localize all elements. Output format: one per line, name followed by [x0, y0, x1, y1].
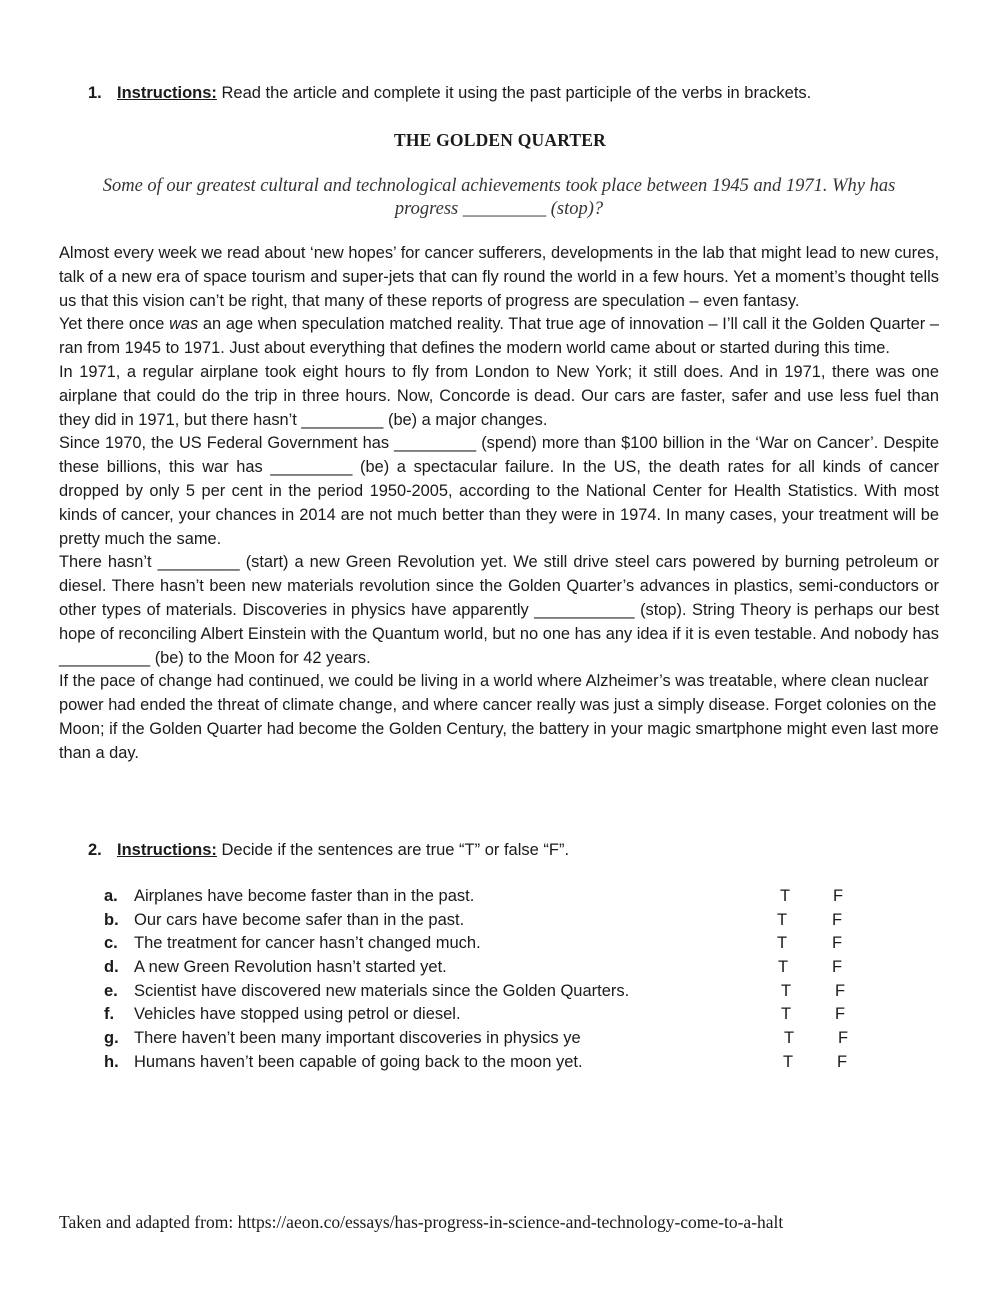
true-option[interactable]: T [783, 1052, 794, 1071]
paragraph-2-emphasis: was [169, 315, 199, 334]
statement-text: Humans haven’t been capable of going back to the moon yet. [134, 1052, 583, 1071]
article-paragraph-4: Since 1970, the US Federal Government has _________ (spend) more than $100 billion in the ‘War on Cancer’. Despite these billions, this war has _________ (be) a spectacular failure. In the US, the death rates for all kinds of cancer dropped by only 5 per cent in the period 1950-2005, according to the National Center for Health Statistics. With most kinds of cancer, your chances in 2014 are not much better than they were in 1974. In many cases, your treatment will be pretty much the same. [59, 434, 939, 548]
section-1-label: Instructions: [117, 84, 217, 102]
statement-text: Scientist have discovered new materials since the Golden Quarters. [134, 981, 630, 1000]
true-option[interactable]: T [780, 887, 791, 905]
true-option[interactable]: T [777, 910, 788, 929]
article-paragraph-5: There hasn’t _________ (start) a new Green Revolution yet. We still drive steel cars powered by burning petroleum or diesel. There hasn’t been new materials revolution since the Golden Quarter’s advances in plastics, semi-conductors or other types of materials. Discoveries in physics have apparently ___________ (stop). String Theory is perhaps our best hope of reconciling Albert Einstein with the Quantum world, but no one has any idea if it is even testable. And nobody has __________ (be) to the Moon for 42 years. [59, 553, 939, 667]
statement-row [104, 956, 864, 980]
article-title: THE GOLDEN QUARTER [393, 130, 607, 150]
source-citation: Taken and adapted from: https://aeon.co/essays/has-progress-in-science-and-technology-come-to-a-halt [59, 1212, 784, 1232]
false-option[interactable]: F [833, 887, 844, 905]
statement-row [104, 932, 864, 956]
true-false-list [104, 885, 864, 1075]
statement-row [104, 909, 864, 933]
false-option[interactable]: F [832, 934, 843, 953]
false-option[interactable]: F [832, 910, 843, 929]
article-paragraph-6: If the pace of change had continued, we could be living in a world where Alzheimer’s was treatable, where clean nuclear power had ended the threat of climate change, and where cancer really was just a simply disease. Forget colonies on the Moon; if the Golden Quarter had become the Golden Century, the battery in your magic smartphone might even last more than a day. [59, 672, 939, 762]
statement-letter: c. [104, 934, 118, 953]
statement-text: Our cars have become safer than in the past. [134, 910, 465, 929]
true-option[interactable]: T [784, 1029, 795, 1048]
statement-text: There haven’t been many important discoveries in physics ye [134, 1029, 581, 1048]
statement-text: The treatment for cancer hasn’t changed much. [134, 934, 481, 953]
statement-text: A new Green Revolution hasn’t started yet. [134, 958, 447, 977]
statement-row [104, 885, 864, 909]
statement-letter: h. [104, 1052, 119, 1071]
paragraph-2-rest: an age when speculation matched reality. That true age of innovation – I’ll call it the Golden Quarter – ran from 1945 to 1971. Just about everything that defines the modern world came about or started during this time. [59, 315, 939, 358]
statement-row [104, 980, 864, 1004]
article-subtitle: Some of our greatest cultural and technological achievements took place between 1945 and 1971. Why has progress _________ (stop)? [102, 176, 896, 219]
false-option[interactable]: F [835, 981, 846, 1000]
article-body [59, 242, 939, 766]
true-option[interactable]: T [778, 958, 789, 977]
paragraph-2-start: Yet there once [59, 315, 170, 334]
statement-letter: d. [104, 958, 119, 977]
false-option[interactable]: F [832, 958, 843, 977]
statement-text: Vehicles have stopped using petrol or diesel. [134, 1005, 461, 1024]
section-2-number: 2. [88, 841, 102, 859]
statement-letter: a. [104, 887, 118, 905]
statement-row [104, 1051, 864, 1075]
section-1-instructions [88, 83, 811, 103]
statement-letter: e. [104, 981, 118, 1000]
section-2-label: Instructions: [117, 841, 217, 859]
false-option[interactable]: F [835, 1005, 846, 1024]
article-paragraph-3: In 1971, a regular airplane took eight hours to fly from London to New York; it still does. And in 1971, there was one airplane that could do the trip in three hours. Now, Concorde is dead. Our cars are faster, safer and use less fuel than they did in 1971, but there hasn’t _________ (be) a major changes. [59, 362, 939, 429]
true-option[interactable]: T [781, 1005, 792, 1024]
section-2-instructions [88, 840, 569, 860]
statement-row [104, 1027, 864, 1051]
false-option[interactable]: F [838, 1029, 849, 1048]
statement-letter: g. [104, 1029, 119, 1048]
article-paragraph-2 [59, 313, 939, 361]
section-2-text: Decide if the sentences are true “T” or false “F”. [216, 841, 570, 859]
false-option[interactable]: F [837, 1052, 848, 1071]
statement-row [104, 1003, 864, 1027]
section-1-text: Read the article and complete it using the past participle of the verbs in brackets. [216, 84, 812, 102]
statement-letter: b. [104, 910, 119, 929]
true-option[interactable]: T [781, 981, 792, 1000]
statement-letter: f. [104, 1005, 115, 1024]
true-option[interactable]: T [777, 934, 788, 953]
section-1-number: 1. [88, 84, 102, 102]
article-paragraph-1: Almost every week we read about ‘new hopes’ for cancer sufferers, developments in the lab that might lead to new cures, talk of a new era of space tourism and super-jets that can fly round the world in a few hours. Yet a moment’s thought tells us that this vision can’t be right, that many of these reports of progress are speculation – even fantasy. [59, 244, 939, 310]
statement-text: Airplanes have become faster than in the past. [134, 887, 475, 905]
